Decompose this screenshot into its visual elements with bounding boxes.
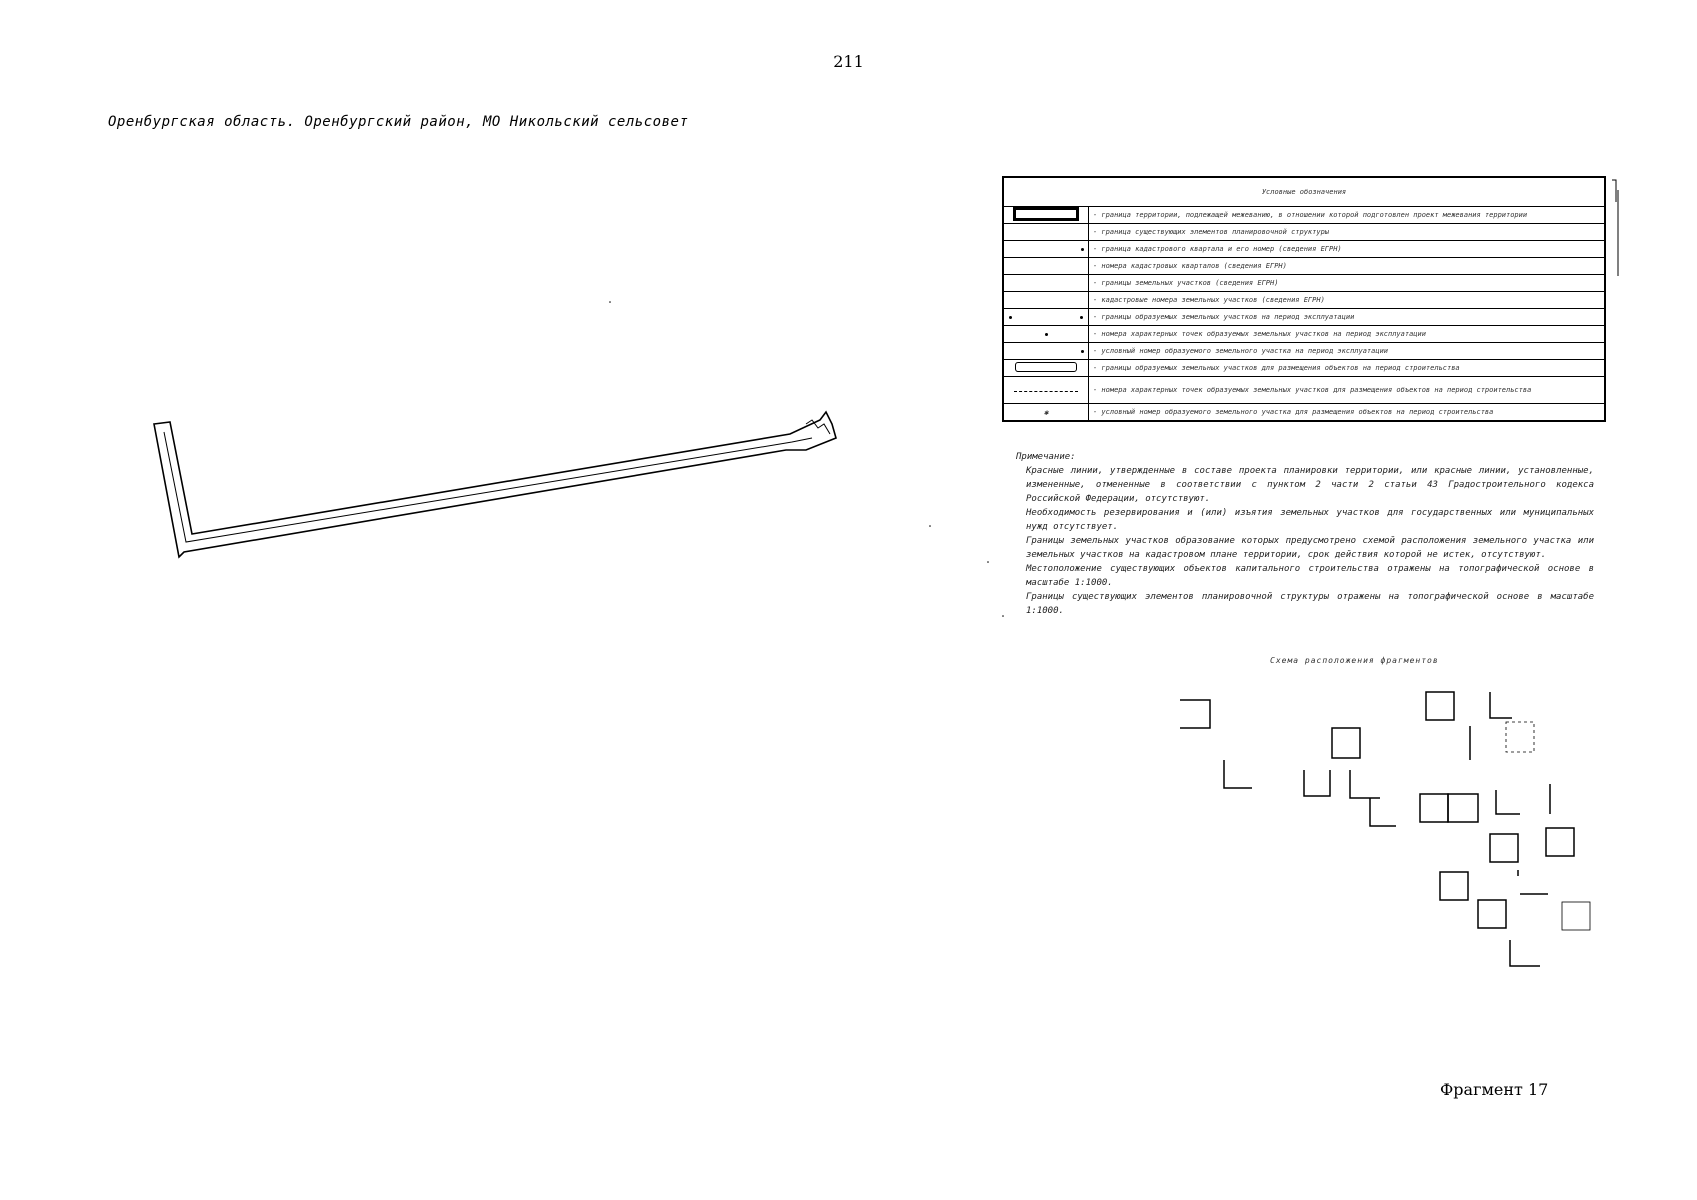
fragment-box: [1510, 940, 1540, 966]
page-number: 211: [833, 52, 864, 71]
fragment-box: [1180, 700, 1210, 728]
legend-text: - условный номер образуемого земельного участка на период эксплуатации: [1089, 343, 1606, 360]
legend-table: [1002, 176, 1606, 422]
stray-point: [929, 525, 931, 527]
legend-row: [1003, 404, 1605, 422]
legend-symbol: [1003, 224, 1089, 241]
legend-row: [1003, 326, 1605, 343]
legend-text: - границы образуемых земельных участков для размещения объектов на период строительства: [1089, 360, 1606, 377]
fragment-box: [1496, 790, 1520, 814]
legend-text: - границы образуемых земельных участков на период эксплуатации: [1089, 309, 1606, 326]
note-item: Границы существующих элементов планировочной структуры отражены на топографической основе в масштабе 1:1000.: [1026, 592, 1594, 616]
legend-row: [1003, 241, 1605, 258]
fragment-box: [1490, 834, 1518, 862]
round-box-symbol: [1015, 362, 1077, 372]
dash-line-symbol: [1014, 391, 1078, 392]
fragment-box: [1562, 902, 1590, 930]
stray-point: [609, 301, 611, 303]
legend-text: - границы земельных участков (сведения ЕГРН): [1089, 275, 1606, 292]
dot-symbol: [1080, 316, 1083, 319]
legend-symbol: [1003, 404, 1089, 422]
fragment-scheme: [1180, 692, 1590, 966]
legend-row: [1003, 343, 1605, 360]
note-item: Необходимость резервирования и (или) изъятия земельных участков для государственных или муниципальных нужд отсутствует.: [1026, 508, 1594, 532]
fragment-box: [1440, 872, 1468, 900]
legend-header: Условные обозначения: [1003, 177, 1605, 207]
legend-text: - граница кадастрового квартала и его номер (сведения ЕГРН): [1089, 241, 1606, 258]
legend-row: [1003, 275, 1605, 292]
legend-row: [1003, 292, 1605, 309]
note-item: Границы земельных участков образование которых предусмотрено схемой расположения земельного участка или земельных участков на кадастровом плане территории, срок действия которой не истек, отсутствуют.: [1026, 536, 1594, 560]
fragment-label: Фрагмент 17: [1440, 1080, 1549, 1099]
fragment-box: [1506, 722, 1534, 752]
parcel-inner-outline: [164, 432, 812, 542]
legend-symbol: [1003, 258, 1089, 275]
star-symbol: ✱: [1043, 407, 1049, 417]
legend-symbol: [1003, 377, 1089, 404]
notes-header: Примечание:: [1016, 452, 1076, 462]
fragment-box: [1426, 692, 1454, 720]
legend-text: - номера характерных точек образуемых земельных участков на период эксплуатации: [1089, 326, 1606, 343]
fragment-box: [1448, 794, 1478, 822]
legend-row: [1003, 224, 1605, 241]
fragment-box: [1332, 728, 1360, 758]
note-item: Местоположение существующих объектов капитального строительства отражены на топографической основе в масштабе 1:1000.: [1026, 564, 1594, 588]
region-title: Оренбургская область. Оренбургский район, МО Никольский сельсовет: [108, 114, 689, 130]
legend-row: [1003, 360, 1605, 377]
stray-point: [987, 561, 989, 563]
legend-symbol: [1003, 241, 1089, 258]
fragment-box: [1370, 798, 1396, 826]
dot-symbol: [1081, 248, 1084, 251]
fragment-box: [1224, 760, 1252, 788]
legend-symbol: [1003, 207, 1089, 224]
legend-row: [1003, 207, 1605, 224]
fragment-box: [1350, 770, 1380, 798]
legend-text: - номера кадастровых кварталов (сведения ЕГРН): [1089, 258, 1606, 275]
fragment-box: [1478, 900, 1506, 928]
legend-text: - кадастровые номера земельных участков (сведения ЕГРН): [1089, 292, 1606, 309]
note-item: Красные линии, утвержденные в составе проекта планировки территории, или красные линии, установленные, измененные, отмененные в соответствии с пунктом 2 части 2 статьи 43 Градостроительного кодекса Российской Федерации, отсутствуют.: [1026, 466, 1594, 504]
legend-symbol: [1003, 343, 1089, 360]
fragment-box: [1518, 870, 1548, 894]
legend-symbol: [1003, 292, 1089, 309]
legend-row: [1003, 258, 1605, 275]
notes-block: [1002, 450, 1594, 618]
parcel-end-detail: [806, 420, 830, 434]
legend-row: [1003, 377, 1605, 404]
fragment-scheme-title: Схема расположения фрагментов: [1270, 656, 1439, 665]
legend-text: - номера характерных точек образуемых земельных участков для размещения объектов на период строительства: [1089, 377, 1606, 404]
fragment-box: [1304, 770, 1330, 796]
legend-text: - условный номер образуемого земельного участка для размещения объектов на период строительства: [1089, 404, 1606, 422]
parcel-outer-outline: [154, 412, 836, 557]
legend-symbol: [1003, 275, 1089, 292]
dot-symbol: [1081, 350, 1084, 353]
legend-symbol: [1003, 309, 1089, 326]
legend-text: - граница существующих элементов планировочной структуры: [1089, 224, 1606, 241]
legend-symbol: [1003, 326, 1089, 343]
fragment-box: [1546, 828, 1574, 856]
thick-box-symbol: [1013, 207, 1079, 221]
fragment-box: [1490, 692, 1512, 718]
legend-row: [1003, 309, 1605, 326]
parcel-strip: [154, 412, 836, 557]
legend-text: - граница территории, подлежащей межеванию, в отношении которой подготовлен проект межевания территории: [1089, 207, 1606, 224]
dot-symbol: [1045, 333, 1048, 336]
legend-symbol: [1003, 360, 1089, 377]
fragment-box: [1420, 794, 1448, 822]
dot-symbol: [1009, 316, 1012, 319]
